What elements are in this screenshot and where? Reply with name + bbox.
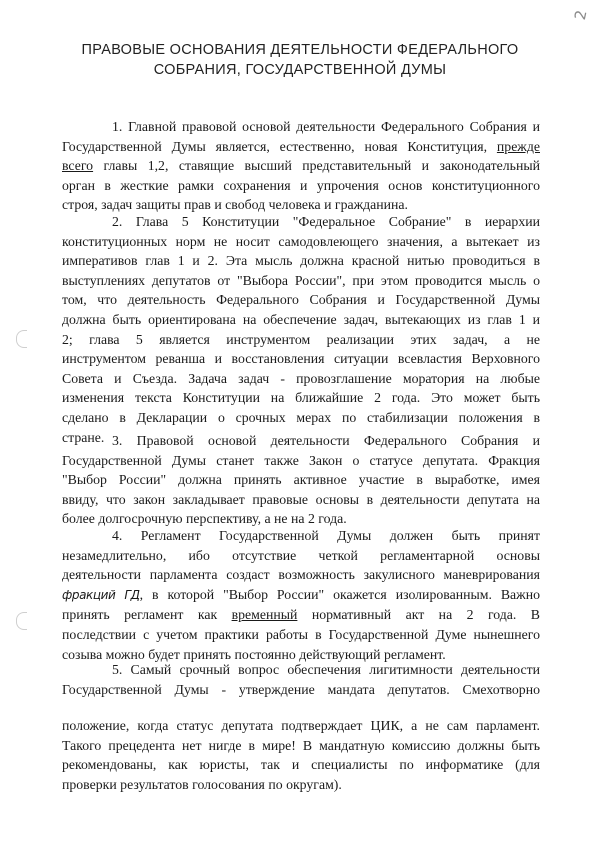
title-line: СОБРАНИЯ, ГОСУДАРСТВЕННОЙ ДУМЫ bbox=[153, 62, 447, 78]
text-line: выступлениях депутатов от "Выбора России", при этом проводится мысль о bbox=[62, 272, 540, 288]
paragraph-5-continued bbox=[62, 716, 540, 794]
underlined-text: всего bbox=[62, 158, 94, 174]
paragraph-3 bbox=[62, 431, 540, 529]
paragraph-2 bbox=[62, 212, 540, 447]
underlined-text: временный bbox=[231, 607, 298, 623]
text-line: 4. Регламент Государственной Думы должен быть принят bbox=[112, 528, 540, 543]
text-line: проверки результатов голосования по округам). bbox=[62, 776, 342, 792]
text-line: том, что деятельность Федерального Собрания и Государственной Думы bbox=[62, 292, 540, 308]
text-line: принять регламент как временный нормативный акт на 2 года. В bbox=[62, 607, 540, 623]
paragraph-1 bbox=[62, 117, 540, 215]
title-line: ПРАВОВЫЕ ОСНОВАНИЯ ДЕЯТЕЛЬНОСТИ ФЕДЕРАЛЬНОГО bbox=[81, 42, 519, 58]
text-line: "Выбор России" должна принять активное участие в выработке, имея bbox=[62, 472, 540, 488]
text-line: более долгосрочную перспективу, а не на 2 года. bbox=[62, 511, 347, 527]
text-line: Совета и Съезда. Задача задач - провозглашение моратория на любые bbox=[62, 370, 540, 386]
paragraph-4 bbox=[62, 526, 540, 664]
underlined-text: прежде bbox=[496, 138, 540, 154]
text-line: 2; глава 5 является инструментом реализации этих задач, а не bbox=[62, 331, 540, 347]
text-line: деятельности парламента создаст возможность закулисного маневрирования bbox=[62, 567, 540, 583]
paragraph-5 bbox=[62, 660, 540, 699]
text-line: Государственной Думы станет также Закон о статусе депутата. Фракция bbox=[62, 452, 540, 468]
document-title bbox=[60, 40, 540, 80]
text-line: Государственной Думы является, естественно, новая Конституция, прежде bbox=[62, 138, 540, 154]
text-line: Государственной Думы - утверждение мандата депутатов. Смехотворно bbox=[62, 681, 540, 697]
text-line: изменения текста Конституции на ближайшие 2 года. Это может быть bbox=[62, 390, 540, 406]
text-line: инструментом реванша и восстановления ситуации всевластия Верховного bbox=[62, 351, 540, 367]
page-number-stamp: 2 bbox=[571, 8, 592, 22]
text-line: Такого прецедента нет нигде в мире! В мандатную комиссию должны быть bbox=[62, 737, 540, 753]
text-line: последствии с учетом практики работы в Государственной Думе нынешнего bbox=[62, 626, 540, 642]
punch-hole bbox=[16, 612, 27, 630]
text-line: конституционных норм не носит самодовлеющего значения, а вытекает из bbox=[62, 233, 540, 249]
text-line: стране. bbox=[62, 429, 105, 445]
text-line: созыва можно будет принять постоянно действующий регламент. bbox=[62, 646, 446, 662]
text-line: орган в жесткие рамки сохранения и упрочения основ конституционного bbox=[62, 177, 540, 193]
text-line: 1. Главной правовой основой деятельности Федерального Собрания и bbox=[112, 119, 540, 134]
text-line: императивов глав 1 и 2. Эта мысль должна красной нитью проводиться в bbox=[62, 253, 540, 269]
text-line: рекомендованы, как юристы, так и специалисты по информатике (для bbox=[62, 757, 540, 773]
text-line: всего главы 1,2, ставящие высший представительный и законодательный bbox=[62, 158, 540, 174]
text-line: 5. Самый срочный вопрос обеспечения лигитимности деятельности bbox=[112, 662, 540, 677]
text-line: незамедлительно, ибо отсутствие четкой регламентарной основы bbox=[62, 547, 540, 563]
handwritten-insertion: фракций ГД bbox=[62, 587, 140, 602]
text-line: сделано в Декларации о срочных мерах по стабилизации положения в bbox=[62, 409, 540, 425]
text-line: положение, когда статус депутата подтверждает ЦИК, а не сам парламент. bbox=[62, 718, 540, 733]
text-line: должна быть ориентирована на обеспечение задач, вытекающих из глав 1 и bbox=[62, 311, 540, 327]
text-line: 3. Правовой основой деятельности Федерального Собрания и bbox=[112, 433, 540, 448]
text-line: фракций ГД, в которой "Выбор России" окажется изолированным. Важно bbox=[62, 586, 540, 602]
text-line: ввиду, что закон закладывает правовые основы в деятельности депутата на bbox=[62, 491, 540, 507]
text-line: строя, задач защиты прав и свобод человека и гражданина. bbox=[62, 197, 408, 213]
punch-hole bbox=[16, 330, 27, 348]
text-line: 2. Глава 5 Конституции "Федеральное Собрание" в иерархии bbox=[112, 214, 540, 229]
